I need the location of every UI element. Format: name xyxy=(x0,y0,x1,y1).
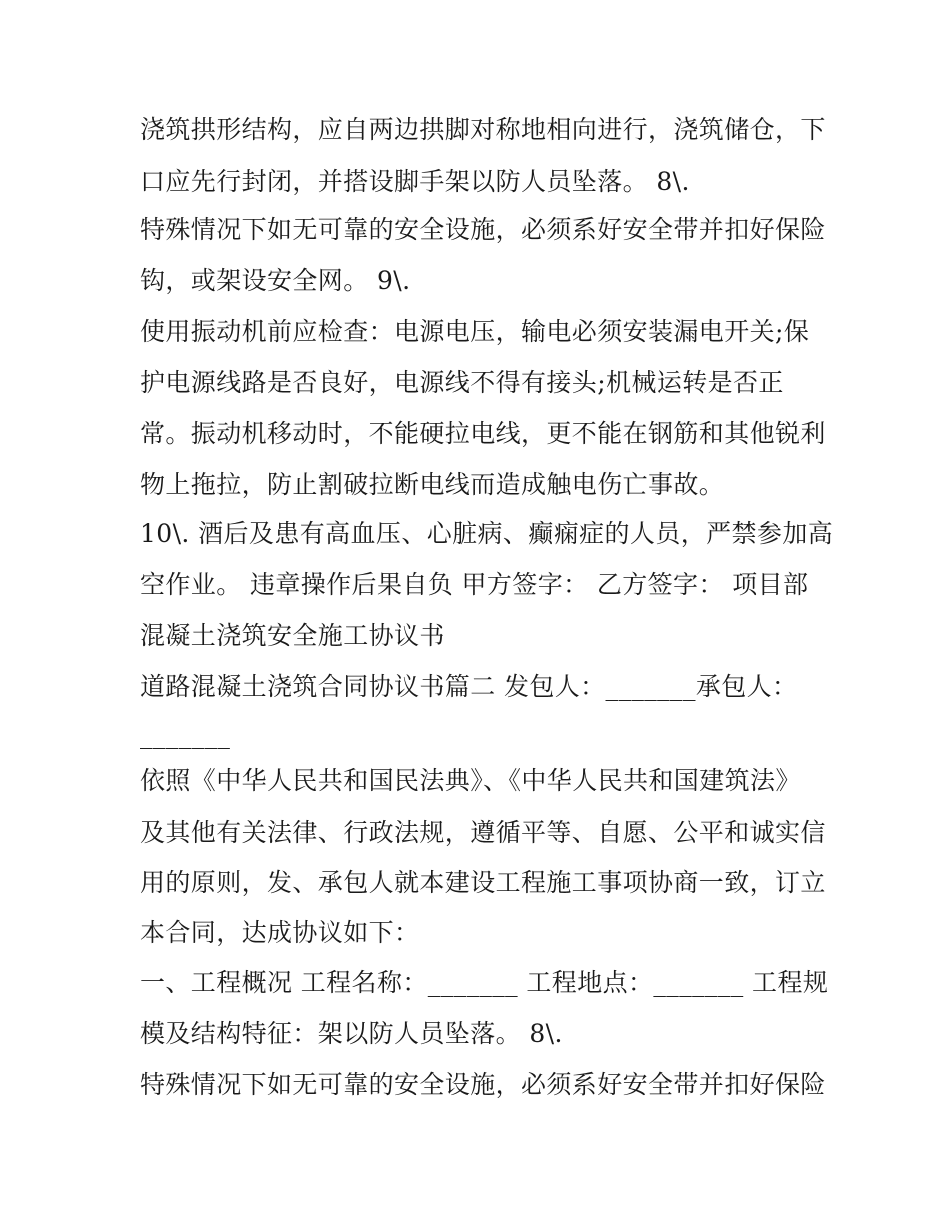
blank-field: _______ xyxy=(140,720,231,749)
text-line: 10\. 酒后及患有高血压、心脏病、癫痫症的人员，严禁参加高 xyxy=(140,519,834,548)
text-line: 使用振动机前应检查：电源电压，输电必须安装漏电开关;保 xyxy=(140,317,810,346)
section-title: 混凝土浇筑安全施工协议书 xyxy=(140,621,445,650)
text-line: 依照《中华人民共和国民法典》、《中华人民共和国建筑法》 xyxy=(140,766,801,795)
text-line: 钩，或架设安全网。 9\. xyxy=(140,266,411,295)
text-line: 本合同，达成协议如下： xyxy=(140,918,420,947)
text-line: 物上拖拉，防止割破拉断电线而造成触电伤亡事故。 xyxy=(140,470,725,499)
text-line: 模及结构特征：架以防人员坠落。 8\. xyxy=(140,1019,563,1048)
text-line: 特殊情况下如无可靠的安全设施，必须系好安全带并扣好保险 xyxy=(140,215,826,244)
text-line: 浇筑拱形结构，应自两边拱脚对称地相向进行，浇筑储仓，下 xyxy=(140,115,826,144)
text-line: 护电源线路是否良好，电源线不得有接头;机械运转是否正 xyxy=(140,368,784,397)
text-line: 用的原则，发、承包人就本建设工程施工事项协商一致，订立 xyxy=(140,868,826,897)
text-line: 特殊情况下如无可靠的安全设施，必须系好安全带并扣好保险 xyxy=(140,1070,826,1099)
text-line: 及其他有关法律、行政法规，遵循平等、自愿、公平和诚实信 xyxy=(140,818,826,847)
text-line: 常。振动机移动时，不能硬拉电线，更不能在钢筋和其他锐利 xyxy=(140,419,826,448)
text-line: 空作业。 违章操作后果自负 甲方签字： 乙方签字： 项目部 xyxy=(140,570,809,599)
text-line: 一、工程概况 工程名称：_______ 工程地点：_______ 工程规 xyxy=(140,968,829,997)
text-line: 口应先行封闭，并搭设脚手架以防人员坠落。 8\. xyxy=(140,167,690,196)
text-line: 道路混凝土浇筑合同协议书篇二 发包人：_______承包人： xyxy=(140,672,798,701)
